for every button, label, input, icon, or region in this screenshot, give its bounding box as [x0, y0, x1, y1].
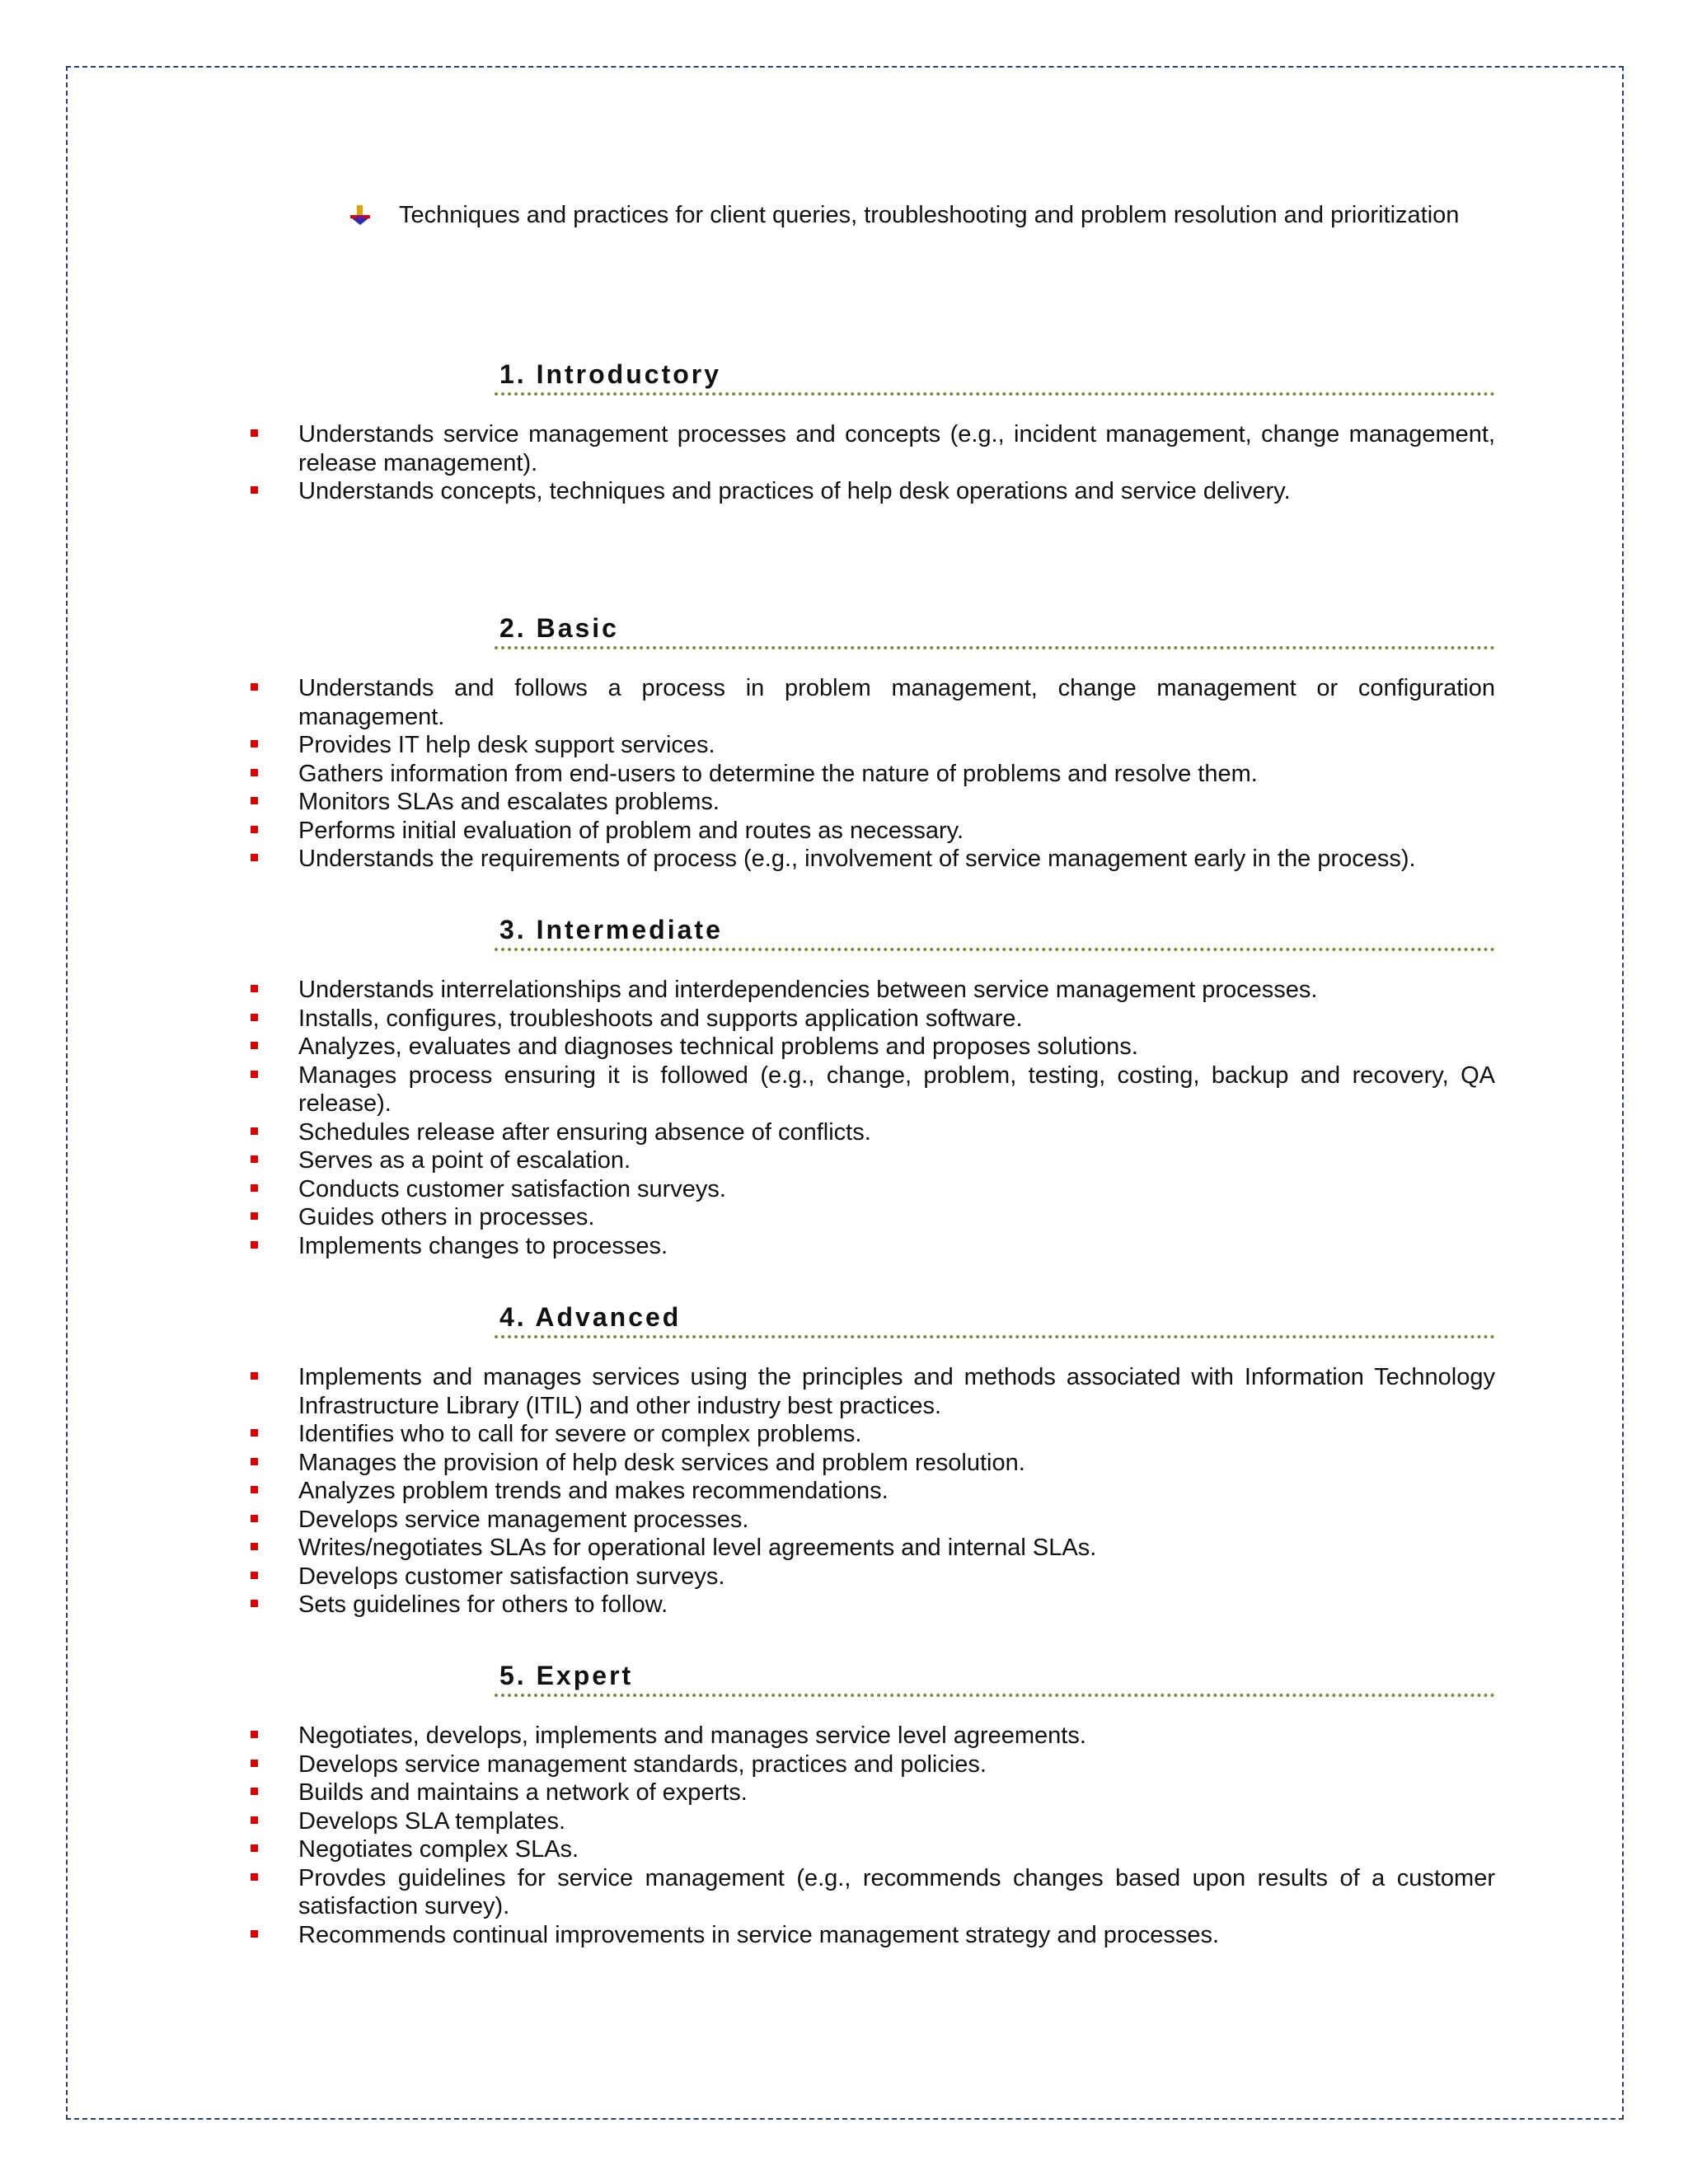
list-item: Provdes guidelines for service management (e.g., recommends changes based upon results of a customer satisfaction survey).: [244, 1864, 1495, 1921]
section-heading: 2. Basic: [495, 612, 1495, 649]
square-bullet-icon: [244, 976, 298, 1005]
section-heading: 1. Introductory: [495, 358, 1495, 396]
list-item: Sets guidelines for others to follow.: [244, 1591, 1495, 1619]
section-heading: 4. Advanced: [495, 1301, 1495, 1338]
list-item: Installs, configures, troubleshoots and supports application software.: [244, 1005, 1495, 1033]
item-list: [244, 674, 1495, 874]
square-bullet-icon: [244, 1864, 298, 1921]
list-item: Writes/negotiates SLAs for operational level agreements and internal SLAs.: [244, 1534, 1495, 1563]
intro-bullet-text: Techniques and practices for client queries, troubleshooting and problem resolution and prioritization: [399, 202, 1460, 228]
square-bullet-icon: [244, 1062, 298, 1118]
section-heading: 5. Expert: [495, 1659, 1495, 1697]
list-item: Recommends continual improvements in service management strategy and processes.: [244, 1921, 1495, 1950]
arrow-down-icon: [349, 201, 399, 229]
section-introductory: [244, 358, 1495, 506]
square-bullet-icon: [244, 420, 298, 477]
square-bullet-icon: [244, 1477, 298, 1506]
list-item: Manages the provision of help desk services and problem resolution.: [244, 1449, 1495, 1478]
list-item: Develops SLA templates.: [244, 1807, 1495, 1836]
list-item: Analyzes problem trends and makes recommendations.: [244, 1477, 1495, 1506]
item-list: [244, 976, 1495, 1260]
square-bullet-icon: [244, 1203, 298, 1232]
square-bullet-icon: [244, 760, 298, 789]
list-item: Gathers information from end-users to determine the nature of problems and resolve them.: [244, 760, 1495, 789]
list-item: Understands service management processes and concepts (e.g., incident management, change management, release management).: [244, 420, 1495, 477]
square-bullet-icon: [244, 1921, 298, 1950]
square-bullet-icon: [244, 1835, 298, 1864]
square-bullet-icon: [244, 1534, 298, 1563]
list-item: Develops service management standards, practices and policies.: [244, 1750, 1495, 1779]
square-bullet-icon: [244, 1118, 298, 1147]
list-item: Negotiates complex SLAs.: [244, 1835, 1495, 1864]
section-expert: [244, 1659, 1495, 1949]
square-bullet-icon: [244, 1722, 298, 1750]
square-bullet-icon: [244, 1005, 298, 1033]
square-bullet-icon: [244, 1779, 298, 1807]
list-item: Builds and maintains a network of experts.: [244, 1779, 1495, 1807]
square-bullet-icon: [244, 845, 298, 874]
list-item: Provides IT help desk support services.: [244, 731, 1495, 760]
item-list: [244, 1722, 1495, 1949]
list-item: Understands the requirements of process (e.g., involvement of service management early in the process).: [244, 845, 1495, 874]
list-item: Performs initial evaluation of problem and routes as necessary.: [244, 817, 1495, 846]
square-bullet-icon: [244, 1807, 298, 1836]
list-item: Schedules release after ensuring absence of conflicts.: [244, 1118, 1495, 1147]
square-bullet-icon: [244, 1363, 298, 1420]
list-item: Understands concepts, techniques and practices of help desk operations and service delivery.: [244, 477, 1495, 506]
square-bullet-icon: [244, 1506, 298, 1535]
list-item: Analyzes, evaluates and diagnoses technical problems and proposes solutions.: [244, 1033, 1495, 1062]
square-bullet-icon: [244, 1146, 298, 1175]
square-bullet-icon: [244, 731, 298, 760]
square-bullet-icon: [244, 817, 298, 846]
list-item: Implements and manages services using the principles and methods associated with Information Technology Infrastructure Library (ITIL) and other industry best practices.: [244, 1363, 1495, 1420]
section-intermediate: [244, 913, 1495, 1260]
list-item: Understands interrelationships and interdependencies between service management processes.: [244, 976, 1495, 1005]
square-bullet-icon: [244, 674, 298, 731]
square-bullet-icon: [244, 1750, 298, 1779]
list-item: Monitors SLAs and escalates problems.: [244, 788, 1495, 817]
square-bullet-icon: [244, 1232, 298, 1261]
square-bullet-icon: [244, 1591, 298, 1619]
list-item: Develops service management processes.: [244, 1506, 1495, 1535]
section-basic: [244, 612, 1495, 874]
list-item: Implements changes to processes.: [244, 1232, 1495, 1261]
list-item: Manages process ensuring it is followed (e.g., change, problem, testing, costing, backup and recovery, QA release).: [244, 1062, 1495, 1118]
square-bullet-icon: [244, 1563, 298, 1591]
item-list: [244, 420, 1495, 506]
list-item: Negotiates, develops, implements and manages service level agreements.: [244, 1722, 1495, 1750]
square-bullet-icon: [244, 477, 298, 506]
square-bullet-icon: [244, 788, 298, 817]
square-bullet-icon: [244, 1033, 298, 1062]
square-bullet-icon: [244, 1420, 298, 1449]
intro-bullet: [349, 201, 1495, 229]
item-list: [244, 1363, 1495, 1619]
square-bullet-icon: [244, 1449, 298, 1478]
section-advanced: [244, 1301, 1495, 1619]
list-item: Identifies who to call for severe or complex problems.: [244, 1420, 1495, 1449]
list-item: Understands and follows a process in problem management, change management or configuration management.: [244, 674, 1495, 731]
list-item: Conducts customer satisfaction surveys.: [244, 1175, 1495, 1204]
list-item: Serves as a point of escalation.: [244, 1146, 1495, 1175]
list-item: Guides others in processes.: [244, 1203, 1495, 1232]
square-bullet-icon: [244, 1175, 298, 1204]
list-item: Develops customer satisfaction surveys.: [244, 1563, 1495, 1591]
section-heading: 3. Intermediate: [495, 913, 1495, 951]
